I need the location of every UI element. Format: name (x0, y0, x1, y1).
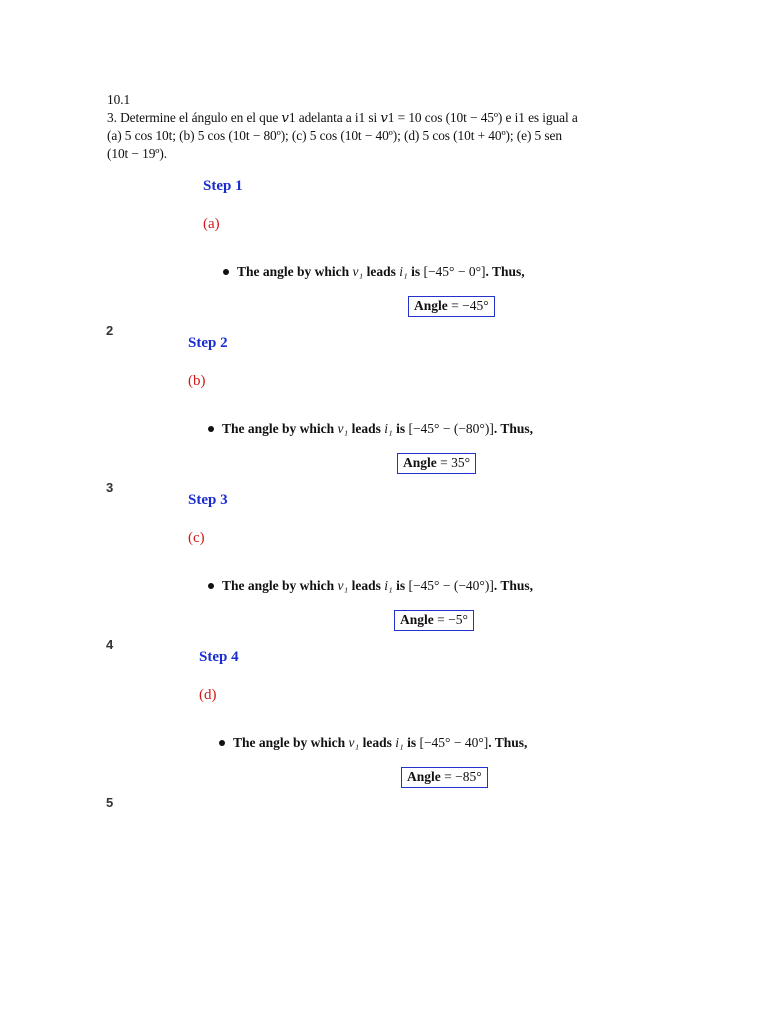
step-title: Step 3 (188, 492, 228, 508)
step-part-label: (c) (188, 530, 205, 546)
problem-line: (10t − 19º). (107, 146, 167, 161)
step-part-label: (d) (199, 687, 217, 703)
step-part-label: (b) (188, 373, 206, 389)
answer-box: Angle = 35° (397, 453, 476, 474)
bullet-icon (208, 426, 214, 432)
answer-box: Angle = −45° (408, 296, 495, 317)
problem-line: (a) 5 cos 10t; (b) 5 cos (10t − 80º); (c) 5 cos (10t − 40º); (d) 5 cos (10t + 40º); (e) 5 sen (107, 128, 562, 143)
step-title: Step 2 (188, 335, 228, 351)
step-explanation: The angle by which v₁ leads i₁ is [−45° − (−80°)]. Thus, (208, 421, 533, 437)
problem-line: 3. Determine el ángulo en el que 𝑣1 adelanta a i1 si 𝑣1 = 10 cos (10t − 45º) e i1 es igual a (107, 110, 578, 125)
step-explanation: The angle by which v₁ leads i₁ is [−45° − 0°]. Thus, (223, 264, 525, 280)
answer-box: Angle = −5° (394, 610, 474, 631)
step-explanation: The angle by which v₁ leads i₁ is [−45° − (−40°)]. Thus, (208, 578, 533, 594)
page-number: 3 (106, 480, 114, 495)
page-number: 5 (106, 795, 114, 810)
step-title: Step 1 (203, 178, 243, 194)
step-title: Step 4 (199, 649, 239, 665)
answer-box: Angle = −85° (401, 767, 488, 788)
problem-heading: 10.1 (107, 92, 131, 107)
page-number: 2 (106, 323, 114, 338)
bullet-icon (208, 583, 214, 589)
bullet-icon (219, 740, 225, 746)
step-explanation: The angle by which v₁ leads i₁ is [−45° − 40°]. Thus, (219, 735, 527, 751)
problem-statement (107, 91, 667, 163)
bullet-icon (223, 269, 229, 275)
step-part-label: (a) (203, 216, 220, 232)
page-number: 4 (106, 637, 114, 652)
